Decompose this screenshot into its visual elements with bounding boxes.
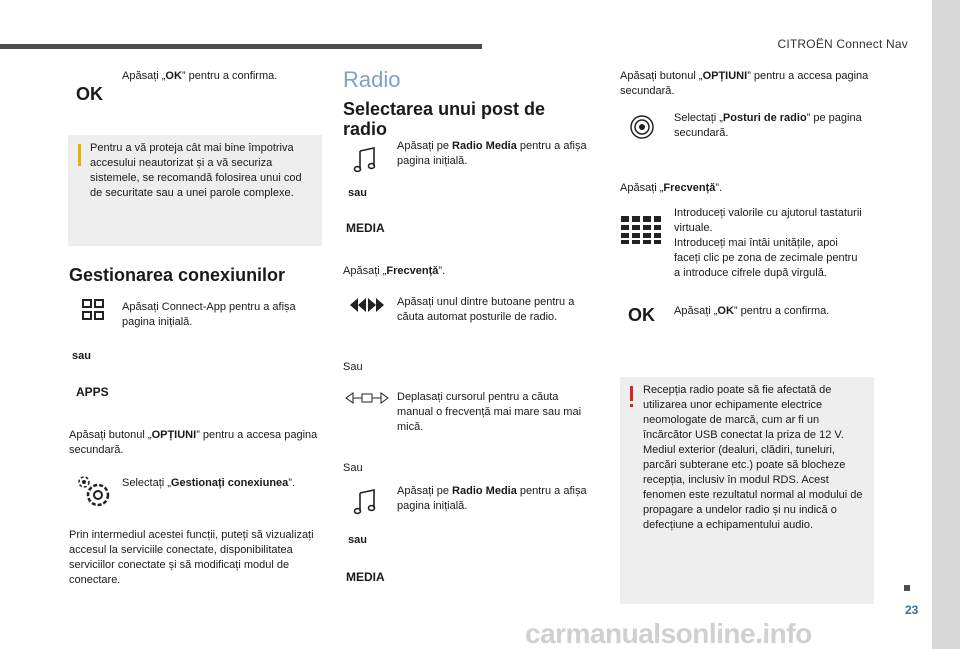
keypad-instruction-line1: Introduceți valorile cu ajutorul tastaturii virtuale. [674, 207, 862, 234]
radio-media-instruction: Apăsați pe Radio Media pentru a afișa pagina inițială. [397, 140, 587, 167]
slider-instruction: Deplasați cursorul pentru a căuta manual o frecvență mai mare sau mai mică. [397, 391, 582, 433]
apps-instruction: Apăsați Connect-App pentru a afișa pagina inițială. [122, 301, 296, 328]
apps-label: APPS [76, 385, 109, 399]
radio-subtitle: Selectarea unui post de radio [343, 99, 546, 139]
frequency-slider-icon [345, 392, 389, 404]
info-note [68, 135, 322, 246]
top-rule [0, 44, 482, 49]
warning-note-text: Recepția radio poate să fie afectată de utilizarea unor echipamente electrice neomologate de marcă, cum ar fi un încărcător USB conectat la priza de 12 V. Mediul exterior (dealuri, clădiri, tuneluri, parcări subterane etc.) poate să blocheze recepția, inclusiv în modul RDS. Acest fenomen este rezultatul normal al modului de propagare a undelor radio și nu indică o defecțiune a echipamentului audio. [643, 384, 863, 531]
side-band [932, 0, 960, 649]
info-icon [78, 144, 81, 166]
frequency-instruction: Apăsați „Frecvență”. [620, 182, 723, 194]
radio-title: Radio [343, 67, 401, 92]
page-number: 23 [905, 603, 919, 617]
options-instruction: Apăsați butonul „OPȚIUNI” pentru a accesa pagina secundară. [69, 429, 318, 456]
music-note-icon [353, 489, 377, 515]
ok-instruction: Apăsați „OK” pentru a confirma. [122, 70, 278, 82]
gear-icon [73, 472, 113, 510]
manage-connection-instruction: Selectați „Gestionați conexiunea”. [122, 477, 296, 489]
frequency-instruction: Apăsați „Frecvență”. [343, 265, 446, 277]
radio-media-instruction-2: Apăsați pe Radio Media pentru a afișa pagina inițială. [397, 485, 587, 512]
end-mark [904, 585, 910, 591]
options-instruction: Apăsați butonul „OPȚIUNI” pentru a accesa pagina secundară. [620, 70, 869, 97]
or-label-capitalized: Sau [343, 361, 363, 373]
ok-label: OK [76, 84, 103, 104]
media-label: MEDIA [346, 221, 385, 235]
watermark: carmanualsonline.info [525, 618, 812, 649]
warning-icon [629, 386, 634, 408]
ok-instruction: Apăsați „OK” pentru a confirma. [674, 305, 830, 317]
connections-description: Prin intermediul acestei funcții, puteți să vizualizați accesul la serviciile conectate, disponibilitatea serviciilor conectate și să modificați modul de conectare. [69, 529, 314, 586]
seek-arrows-icon [349, 297, 385, 313]
ok-label: OK [628, 305, 655, 325]
brand-header: CITROËN Connect Nav [777, 37, 908, 51]
info-note-text: Pentru a vă proteja cât mai bine împotriva accesului neautorizat și a vă securiza sistemele, se recomandă folosirea unui cod de securitate sau a unei parole complexe. [90, 142, 302, 199]
warning-note [620, 377, 874, 604]
keypad-instruction [674, 206, 864, 281]
or-label: sau [348, 187, 367, 199]
seek-instruction: Apăsați unul dintre butoane pentru a căuta automat posturile de radio. [397, 296, 575, 323]
keypad-icon [621, 216, 661, 244]
apps-grid-icon [82, 299, 104, 321]
media-label: MEDIA [346, 570, 385, 584]
section-title-connections: Gestionarea conexiunilor [69, 265, 286, 285]
or-label: sau [348, 534, 367, 546]
music-note-icon [353, 147, 377, 173]
keypad-instruction-line2: Introduceți mai întâi unitățile, apoi faceți clic pe zona de zecimale pentru a introduce cifrele după virgulă. [674, 237, 858, 279]
or-label: sau [72, 350, 91, 362]
radio-station-icon [629, 114, 655, 140]
or-label-capitalized: Sau [343, 462, 363, 474]
radio-stations-instruction: Selectați „Posturi de radio” pe pagina secundară. [674, 112, 862, 139]
